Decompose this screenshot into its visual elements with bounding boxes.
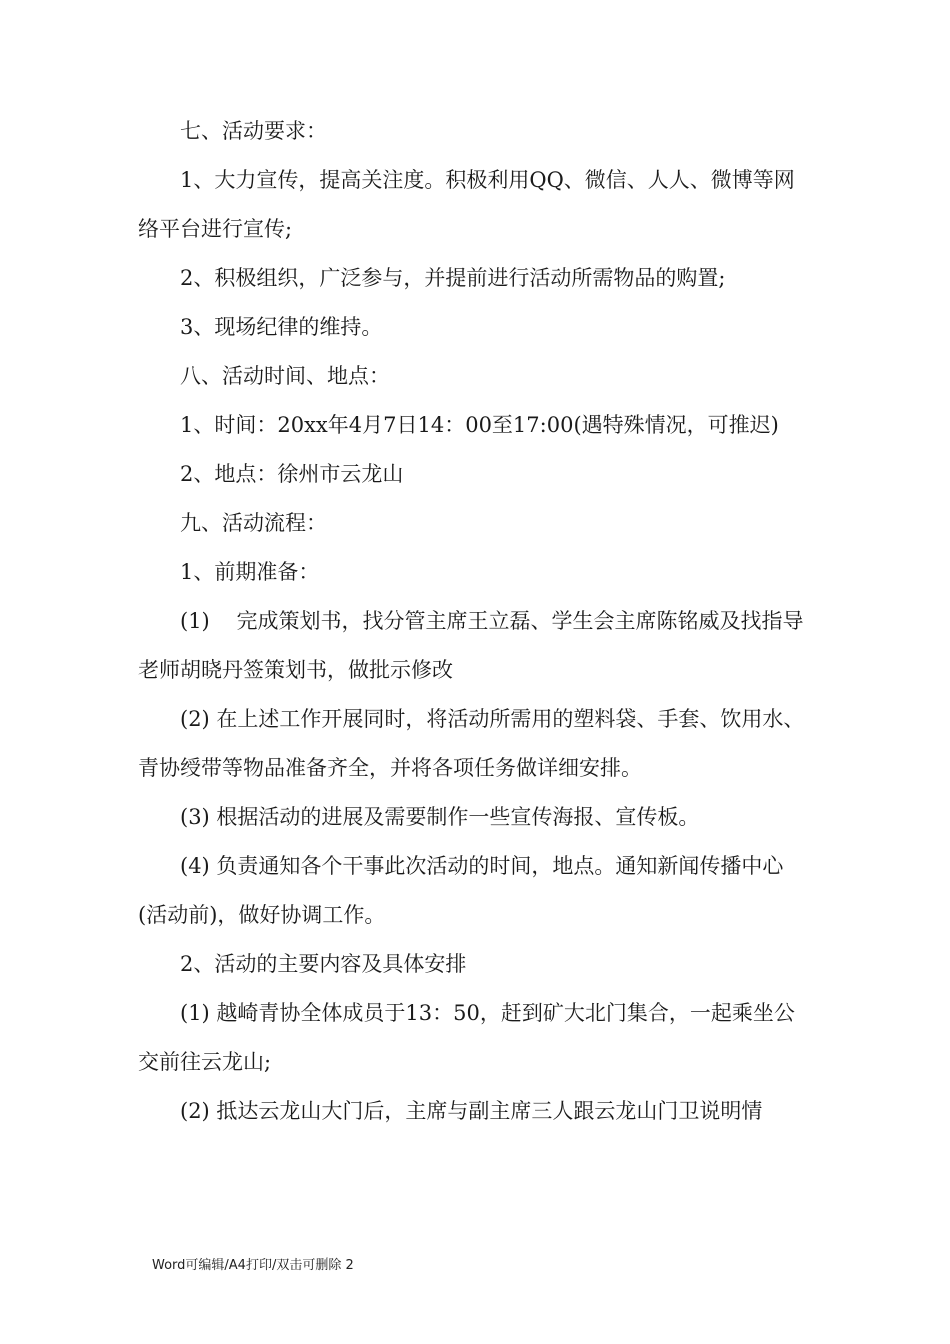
paragraph: 3、现场纪律的维持。 xyxy=(180,315,383,339)
document-body xyxy=(138,107,810,1136)
paragraph: (2) 在上述工作开展同时，将活动所需用的塑料袋、手套、饮用水、青协绶带等物品准备齐全，并将各项任务做详细安排。 xyxy=(138,707,805,780)
paragraph: (4) 负责通知各个干事此次活动的时间，地点。通知新闻传播中心(活动前)，做好协调工作。 xyxy=(138,854,784,927)
paragraph: 1、时间：20xx年4月7日14：00至17:00(遇特殊情况，可推迟) xyxy=(180,413,779,437)
subheading-preparation: 1、前期准备： xyxy=(180,560,320,584)
section-heading-requirements: 七、活动要求： xyxy=(180,119,327,143)
paragraph: 1、大力宣传，提高关注度。积极利用QQ、微信、人人、微博等网络平台进行宣传; xyxy=(138,168,795,241)
section-heading-time-place: 八、活动时间、地点： xyxy=(180,364,390,388)
paragraph: 2、积极组织，广泛参与，并提前进行活动所需物品的购置; xyxy=(180,266,726,290)
paragraph: (1) 完成策划书，找分管主席王立磊、学生会主席陈铭威及找指导老师胡晓丹签策划书，做批示修改 xyxy=(138,609,804,682)
subheading-main-content: 2、活动的主要内容及具体安排 xyxy=(180,952,467,976)
paragraph: 2、地点：徐州市云龙山 xyxy=(180,462,404,486)
section-heading-process: 九、活动流程： xyxy=(180,511,327,535)
page-footer: Word可编辑/A4打印/双击可删除 2 xyxy=(152,1258,354,1273)
paragraph: (1) 越崎青协全体成员于13：50，赶到矿大北门集合，一起乘坐公交前往云龙山; xyxy=(138,1001,795,1074)
paragraph: (2) 抵达云龙山大门后，主席与副主席三人跟云龙山门卫说明情 xyxy=(180,1099,763,1123)
paragraph: (3) 根据活动的进展及需要制作一些宣传海报、宣传板。 xyxy=(180,805,700,829)
